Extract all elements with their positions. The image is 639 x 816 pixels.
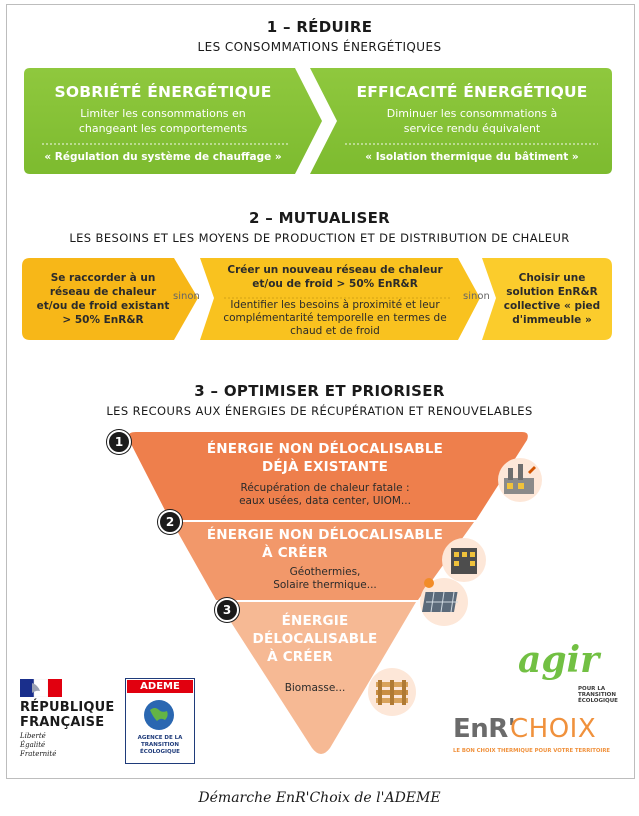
section1-subtitle: LES CONSOMMATIONS ÉNERGÉTIQUES (197, 40, 442, 54)
creer-reseau-line1: Créer un nouveau réseau de chaleur (227, 264, 443, 276)
creer-reseau-line2: et/ou de froid > 50% EnR&R (252, 278, 418, 290)
sobriete-example: « Régulation du système de chauffage » (44, 151, 282, 163)
tier2-desc-1: Géothermies, (289, 566, 361, 578)
tier2-badge: 2 (158, 510, 182, 534)
figure-caption: Démarche EnR'Choix de l'ADEME (198, 790, 441, 806)
enrchoix-logo-b: CHOIX (510, 714, 597, 744)
ademe-name: ADEME (127, 680, 193, 693)
solution-line4: d'immeuble » (512, 314, 592, 326)
enrchoix-tagline: LE BON CHOIX THERMIQUE POUR VOTRE TERRITOIRE (453, 748, 611, 754)
raccorder-line4: > 50% EnR&R (62, 314, 144, 326)
solution-line3: collective « pied (503, 300, 601, 312)
ademe-tag1: AGENCE DE LA (137, 735, 183, 741)
agir-tag2: TRANSITION (578, 692, 616, 698)
tier1-desc-1: Récupération de chaleur fatale : (240, 482, 410, 494)
ademe-tag3: ÉCOLOGIQUE (140, 749, 180, 755)
ademe-tag2: TRANSITION (141, 742, 179, 748)
tier2-title-2: À CRÉER (262, 545, 328, 561)
tier3-title-2: DÉLOCALISABLE (252, 631, 378, 647)
tier3-title-1: ÉNERGIE (281, 613, 349, 629)
rf-motto2: Égalité (20, 741, 46, 749)
globe-icon (142, 698, 176, 732)
tier2-title-1: ÉNERGIE NON DÉLOCALISABLE (206, 527, 444, 543)
efficacite-title: EFFICACITÉ ÉNERGÉTIQUE (356, 83, 588, 101)
tier2-desc-2: Solaire thermique... (273, 579, 377, 591)
sinon-1: sinon (173, 291, 200, 302)
solution-line1: Choisir une (518, 272, 586, 284)
agir-tag3: ÉCOLOGIQUE (578, 698, 618, 704)
creer-reseau-detail1: Identifier les besoins à proximité et leur (230, 299, 440, 311)
section2-title: 2 – MUTUALISER (249, 209, 390, 227)
agir-logo: agir (518, 639, 600, 681)
enrchoix-logo-a: EnR' (453, 714, 516, 744)
tier3-title-3: À CRÉER (267, 649, 333, 665)
tier1-desc-2: eaux usées, data center, UIOM... (239, 495, 411, 507)
rf-line1: RÉPUBLIQUE (20, 700, 115, 715)
efficacite-desc-2: service rendu équivalent (403, 122, 541, 135)
rf-line2: FRANÇAISE (20, 715, 105, 730)
sobriete-desc-1: Limiter les consommations en (80, 107, 246, 120)
raccorder-line2: réseau de chaleur (49, 286, 157, 298)
efficacite-example: « Isolation thermique du bâtiment » (365, 151, 579, 163)
section3-title: 3 – OPTIMISER ET PRIORISER (194, 382, 445, 400)
sobriete-desc-2: changeant les comportements (78, 122, 248, 135)
sinon-2: sinon (463, 291, 490, 302)
tier3-badge: 3 (215, 598, 239, 622)
agir-tag1: POUR LA (578, 686, 606, 692)
solution-line2: solution EnR&R (506, 286, 598, 298)
rf-motto1: Liberté (20, 732, 46, 740)
creer-reseau-detail3: chaud et de froid (290, 325, 380, 337)
section2-subtitle: LES BESOINS ET LES MOYENS DE PRODUCTION ET DE DISTRIBUTION DE CHALEUR (69, 231, 570, 245)
creer-reseau-detail2: complémentarité temporelle en termes de (223, 312, 447, 324)
marianne-logo (20, 679, 64, 697)
section3-subtitle: LES RECOURS AUX ÉNERGIES DE RÉCUPÉRATION ET RENOUVELABLES (106, 404, 533, 418)
factory-icon (498, 458, 542, 502)
section1-title: 1 – RÉDUIRE (266, 18, 373, 36)
tier1-title-2: DÉJÀ EXISTANTE (261, 459, 389, 475)
efficacite-desc-1: Diminuer les consommations à (386, 107, 558, 120)
raccorder-line3: et/ou de froid existant (36, 300, 170, 312)
tier3-desc-1: Biomasse... (284, 682, 346, 694)
sobriete-title: SOBRIÉTÉ ÉNERGÉTIQUE (54, 83, 272, 101)
tier1-title-1: ÉNERGIE NON DÉLOCALISABLE (206, 441, 444, 457)
tier1-badge: 1 (107, 430, 131, 454)
raccorder-line1: Se raccorder à un (50, 272, 156, 284)
rf-motto3: Fraternité (20, 750, 57, 758)
